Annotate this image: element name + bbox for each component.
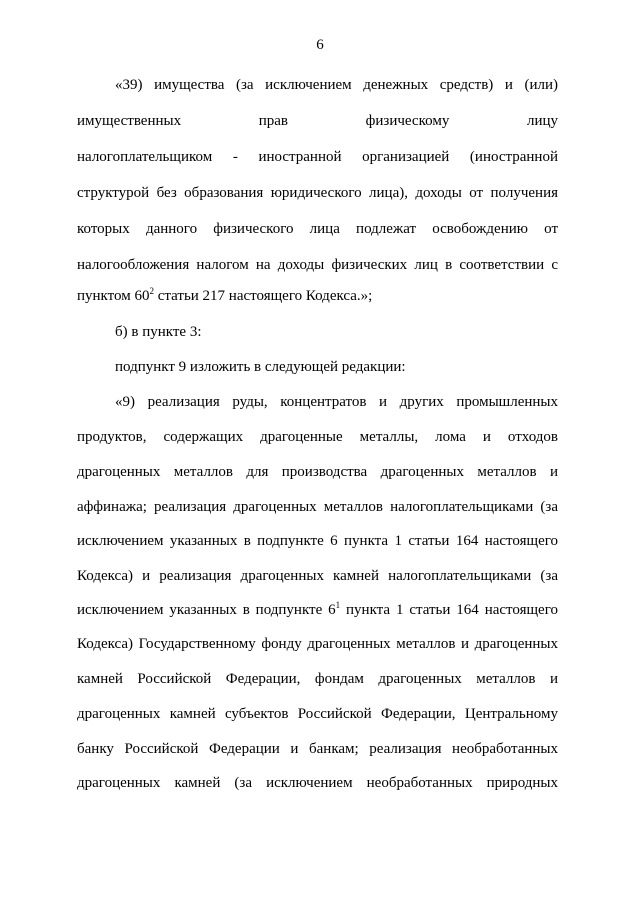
text-line: исключением указанных в подпункте 6 пункта 1 статьи 164 настоящего (77, 533, 558, 549)
text-line (77, 286, 558, 306)
text-line: налогоплательщиком - иностранной организацией (иностранной (77, 149, 558, 165)
text-segment: исключением указанных в подпункте 6 (77, 602, 336, 618)
text-line: драгоценных камней субъектов Российской Федерации, Центральному (77, 706, 558, 722)
text-segment: пункта 1 статьи 164 настоящего (340, 602, 558, 618)
text-line: Кодекса) Государственному фонду драгоценных металлов и драгоценных (77, 636, 558, 652)
text-line: «9) реализация руды, концентратов и других промышленных (115, 394, 558, 410)
page-number: 6 (316, 37, 324, 53)
text-line: которых данного физического лица подлежат освобождению от (77, 221, 558, 237)
text-segment: статьи 217 настоящего Кодекса.»; (153, 288, 373, 304)
superscript: 2 (149, 286, 154, 296)
superscript: 1 (335, 600, 341, 610)
text-line: б) в пункте 3: (115, 324, 202, 340)
text-line: драгоценных металлов для производства драгоценных металлов и (77, 464, 558, 480)
text-line: аффинажа; реализация драгоценных металлов налогоплательщиками (за (77, 499, 558, 515)
text-line: «39) имущества (за исключением денежных средств) и (или) (115, 77, 558, 93)
text-line: налогообложения налогом на доходы физических лиц в соответствии с (77, 257, 558, 273)
text-segment: пунктом 60 (77, 288, 150, 304)
text-line: драгоценных камней (за исключением необработанных природных (77, 775, 558, 791)
text-line: камней Российской Федерации, фондам драгоценных металлов и (77, 671, 558, 687)
text-line: банку Российской Федерации и банкам; реализация необработанных (77, 741, 558, 757)
text-line: подпункт 9 изложить в следующей редакции: (115, 359, 406, 375)
text-line: имущественных прав физическому лицу (77, 113, 558, 129)
text-line: структурой без образования юридического лица), доходы от получения (77, 185, 558, 201)
text-line: Кодекса) и реализация драгоценных камней налогоплательщиками (за (77, 568, 558, 584)
text-line (77, 600, 558, 620)
text-line: продуктов, содержащих драгоценные металлы, лома и отходов (77, 429, 558, 445)
